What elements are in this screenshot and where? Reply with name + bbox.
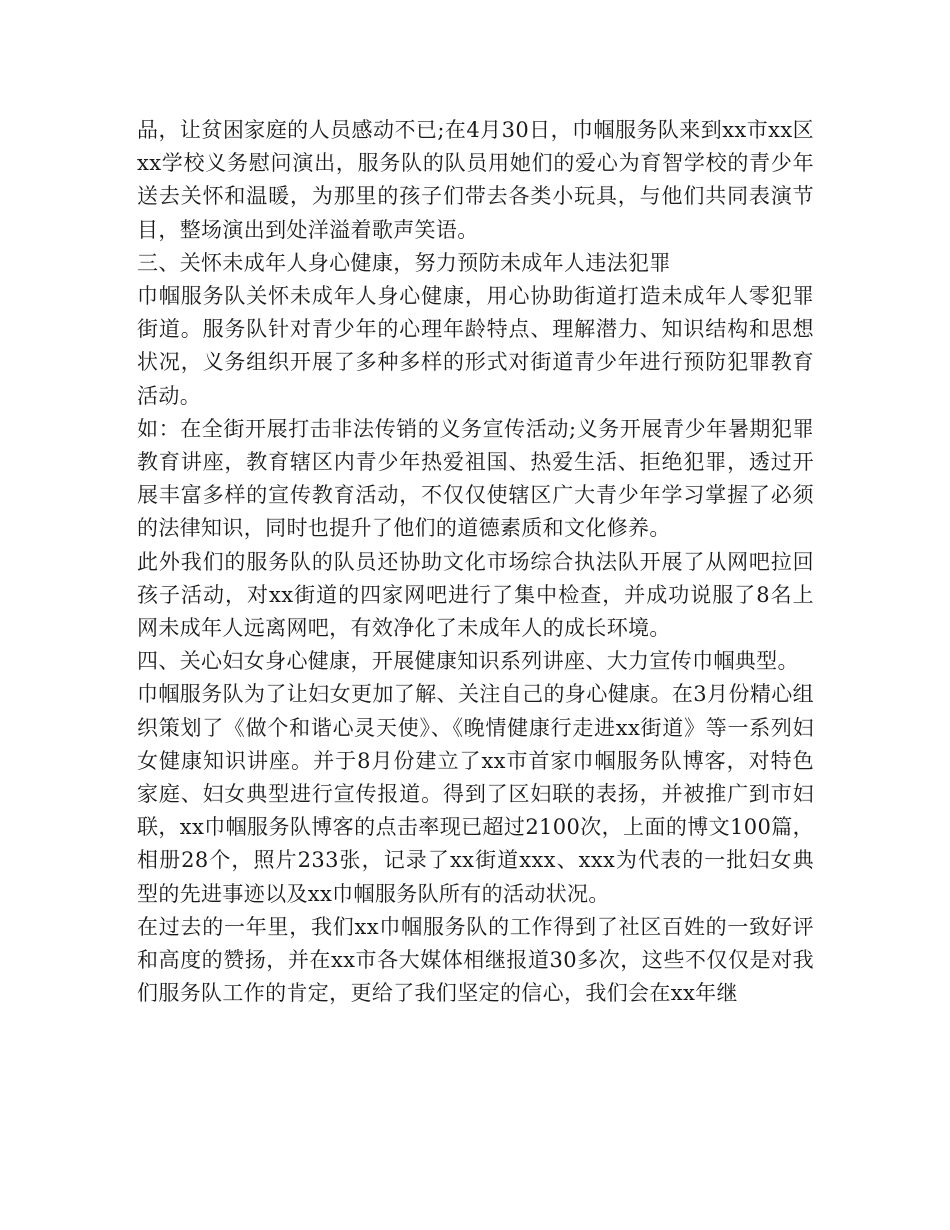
paragraph: 如：在全街开展打击非法传销的义务宣传活动;义务开展青少年暑期犯罪教育讲座，教育辖区内青少年热爱祖国、热爱生活、拒绝犯罪，透过开展丰富多样的宣传教育活动，不仅仅使辖区广大青少年学习掌握了必须的法律知识，同时也提升了他们的道德素质和文化修养。 xyxy=(137,416,814,541)
paragraph: 巾帼服务队关怀未成年人身心健康，用心协助街道打造未成年人零犯罪街道。服务队针对青少年的心理年龄特点、理解潜力、知识结构和思想状况，义务组织开展了多种多样的形式对街道青少年进行预防犯罪教育活动。 xyxy=(137,284,814,408)
paragraph: 巾帼服务队为了让妇女更加了解、关注自己的身心健康。在3月份精心组织策划了《做个和谐心灵天使》、《晚情健康行走进xx街道》等一系列妇女健康知识讲座。并于8月份建立了xx市首家巾帼服务队博客，对特色家庭、妇女典型进行宣传报道。得到了区妇联的表扬，并被推广到市妇联，xx巾帼服务队博客的点击率现已超过2100次，上面的博文100篇，相册28个，照片233张，记录了xx街道xxx、xxx为代表的一批妇女典型的先进事迹以及xx巾帼服务队所有的活动状况。 xyxy=(137,682,814,906)
document-body xyxy=(137,114,814,1010)
section-heading-4: 四、关心妇女身心健康，开展健康知识系列讲座、大力宣传巾帼典型。 xyxy=(137,649,799,674)
paragraph: 此外我们的服务队的队员还协助文化市场综合执法队开展了从网吧拉回孩子活动，对xx街道的四家网吧进行了集中检查，并成功说服了8名上网未成年人远离网吧，有效净化了未成年人的成长环境。 xyxy=(137,549,814,641)
paragraph: 在过去的一年里，我们xx巾帼服务队的工作得到了社区百姓的一致好评和高度的赞扬，并在xx市各大媒体相继报道30多次，这些不仅仅是对我们服务队工作的肯定，更给了我们坚定的信心，我们会在xx年继 xyxy=(137,914,814,1006)
paragraph-continued: 品，让贫困家庭的人员感动不已;在4月30日，巾帼服务队来到xx市xx区xx学校义务慰问演出，服务队的队员用她们的爱心为育智学校的青少年送去关怀和温暖，为那里的孩子们带去各类小玩具，与他们共同表演节目，整场演出到处洋溢着歌声笑语。 xyxy=(137,118,814,242)
section-heading-3: 三、关怀未成年人身心健康，努力预防未成年人违法犯罪 xyxy=(137,250,671,275)
